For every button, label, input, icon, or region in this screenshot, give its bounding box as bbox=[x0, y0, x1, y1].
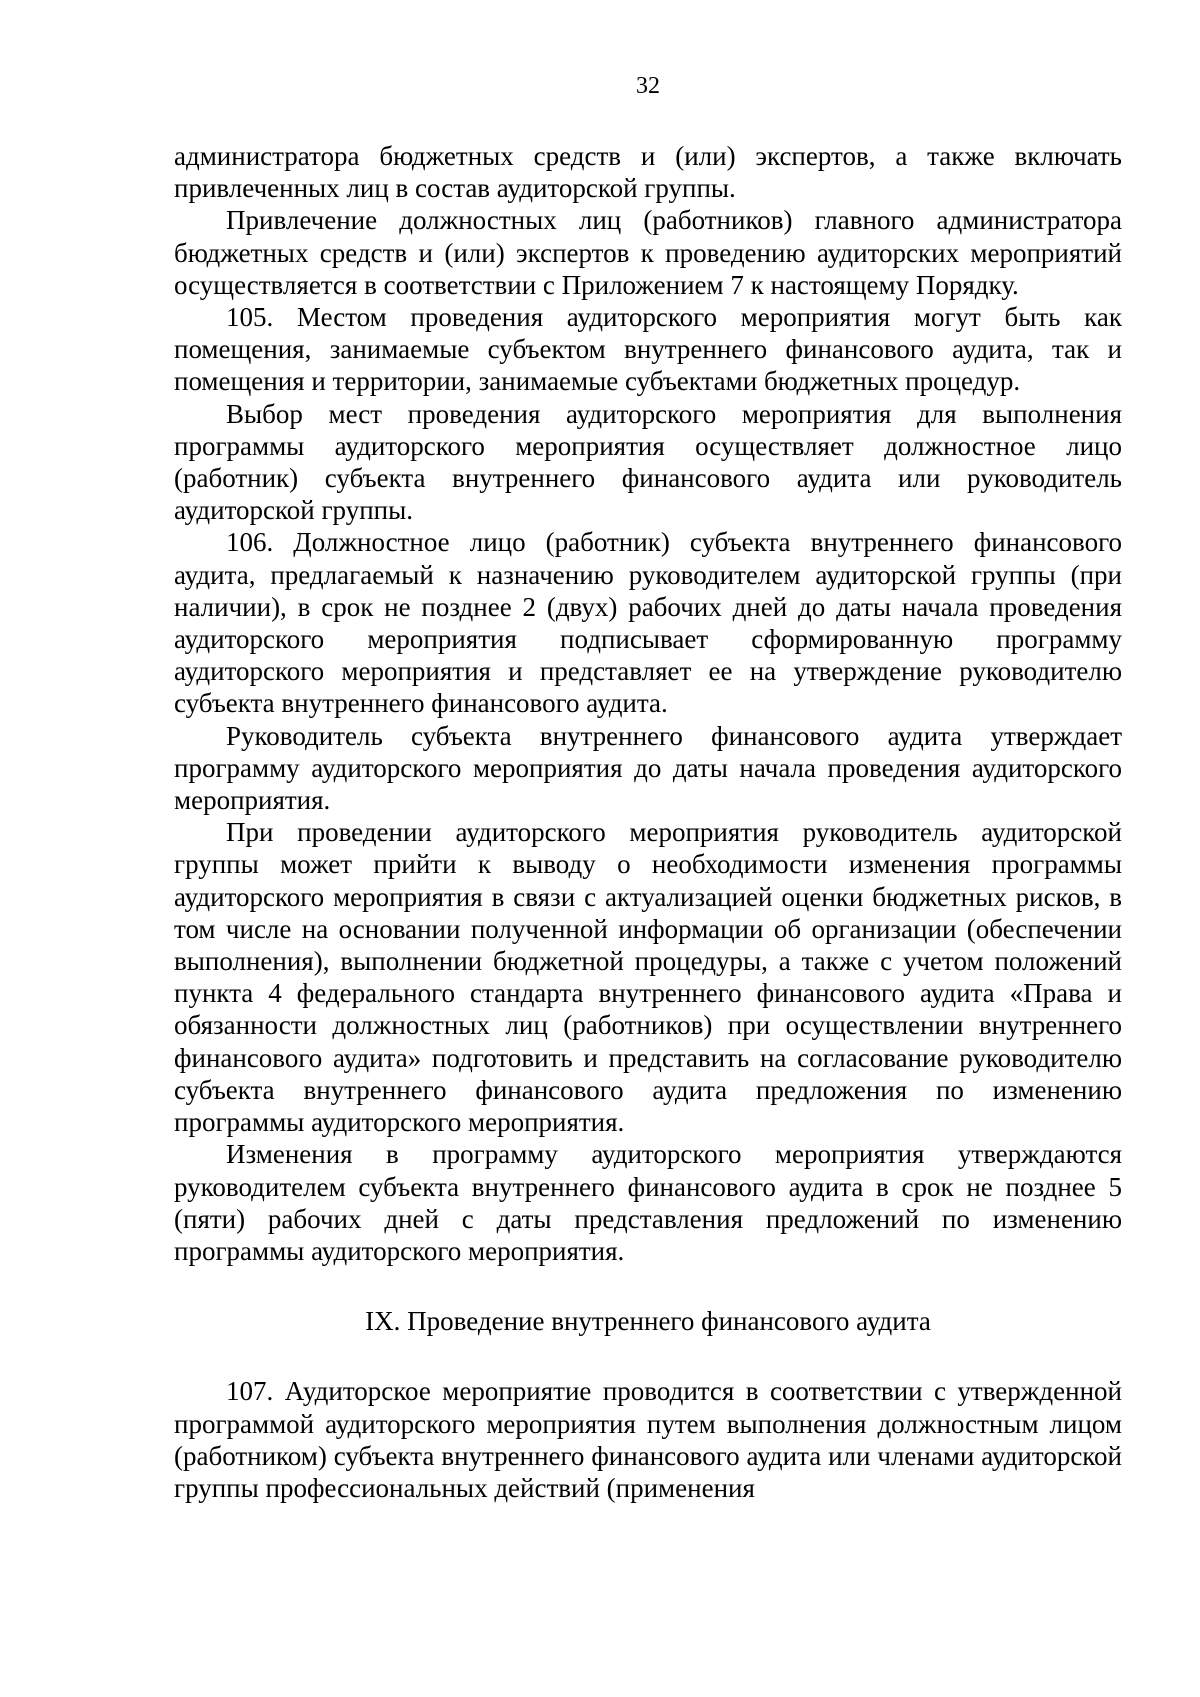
paragraph-107: 107. Аудиторское мероприятие проводится в соответствии с утвержденной программой аудиторского мероприятия путем выполнения должностным лицом (работником) субъекта внутреннего финансового аудита или членами аудиторской группы профессиональных действий (применения bbox=[174, 1376, 1122, 1503]
paragraph-place-selection: Выбор мест проведения аудиторского мероприятия для выполнения программы аудиторского мероприятия осуществляет должностное лицо (работник) субъекта внутреннего финансового аудита или руководитель аудиторской группы. bbox=[174, 398, 1122, 526]
document-body bbox=[174, 140, 1122, 1504]
page-number: 32 bbox=[636, 73, 660, 99]
paragraph-program-approval: Руководитель субъекта внутреннего финансового аудита утверждает программу аудиторского мероприятия до даты начала проведения аудиторского мероприятия. bbox=[174, 720, 1122, 816]
paragraph-change-approval: Изменения в программу аудиторского мероприятия утверждаются руководителем субъекта внутреннего финансового аудита в срок не позднее 5 (пяти) рабочих дней с даты представления предложений по изменению программы аудиторского мероприятия. bbox=[174, 1139, 1122, 1266]
section-heading: IX. Проведение внутреннего финансового аудита bbox=[365, 1306, 931, 1337]
paragraph-105: 105. Местом проведения аудиторского мероприятия могут быть как помещения, занимаемые субъектом внутреннего финансового аудита, так и помещения и территории, занимаемые субъектами бюджетных процедур. bbox=[174, 302, 1122, 397]
paragraph-program-change: При проведении аудиторского мероприятия руководитель аудиторской группы может прийти к выводу о необходимости изменения программы аудиторского мероприятия в связи с актуализацией оценки бюджетных рисков, в том числе на основании полученной информации об организации (обеспечении выполнения), выполнении бюджетной процедуры, а также с учетом положений пункта 4 федерального стандарта внутреннего финансового аудита «Права и обязанности должностных лиц (работников) при осуществлении внутреннего финансового аудита» подготовить и представить на согласование руководителю субъекта внутреннего финансового аудита предложения по изменению программы аудиторского мероприятия. bbox=[174, 817, 1122, 1138]
paragraph-106: 106. Должностное лицо (работник) субъекта внутреннего финансового аудита, предлагаемый к назначению руководителем аудиторской группы (при наличии), в срок не позднее 2 (двух) рабочих дней до даты начала проведения аудиторского мероприятия подписывает сформированную программу аудиторского мероприятия и представляет ее на утверждение руководителю субъекта внутреннего финансового аудита. bbox=[174, 527, 1122, 719]
paragraph-experts-involvement: Привлечение должностных лиц (работников) главного администратора бюджетных средств и (или) экспертов к проведению аудиторских мероприятий осуществляется в соответствии с Приложением 7 к настоящему Порядку. bbox=[174, 205, 1122, 300]
paragraph-continuation: администратора бюджетных средств и (или) экспертов, а также включать привлеченных лиц в состав аудиторской группы. bbox=[174, 141, 1122, 204]
